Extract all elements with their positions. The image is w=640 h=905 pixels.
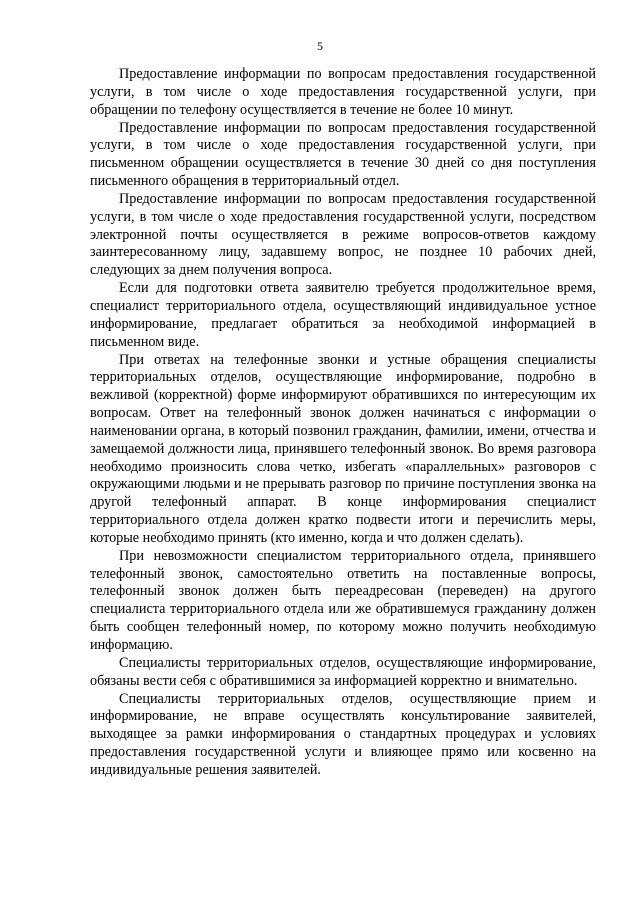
paragraph-consulting-limits: Специалисты территориальных отделов, осуществляющие прием и информирование, не вправе осуществлять консультирование заявителей, выходящее за рамки информирования о стандартных процедурах и условиях предоставления государственной услуги и влияющее прямо или косвенно на индивидуальные решения заявителей. <box>90 690 596 778</box>
document-body <box>90 66 596 780</box>
page-number: 5 <box>317 39 323 53</box>
paragraph-phone-call-rules: При ответах на телефонные звонки и устные обращения специалисты территориальных отделов, осуществляющие информирование, подробно в вежливой (корректной) форме информируют обратившихся по интересующим их вопросам. Ответ на телефонный звонок должен начинаться с информации о наименовании органа, в который позвонил гражданин, фамилии, имени, отчества и замещаемой должности лица, принявшего телефонный звонок. Во время разговора необходимо произносить слова четко, избегать «параллельных» разговоров с окружающими людьми и не прерывать разговор по причине поступления звонка на другой телефонный аппарат. В конце информирования специалист территориального отдела должен кратко подвести итоги и перечислить меры, которые необходимо принять (кто именно, когда и что должен сделать). <box>90 351 596 546</box>
paragraph-call-redirect: При невозможности специалистом территориального отдела, принявшего телефонный звонок, самостоятельно ответить на поставленные вопросы, телефонный звонок должен быть переадресован (переведен) на другого специалиста территориального отдела или же обратившемуся гражданину должен быть сообщен телефонный номер, по которому можно получить необходимую информацию. <box>90 547 596 653</box>
paragraph-phone-info-time: Предоставление информации по вопросам предоставления государственной услуги, в том числе о ходе предоставления государственной услуги, при обращении по телефону осуществляется в течение не более 10 минут. <box>90 66 596 118</box>
paragraph-email-info-time: Предоставление информации по вопросам предоставления государственной услуги, в том числе о ходе предоставления государственной услуги, посредством электронной почты осуществляется в режиме вопросов-ответов каждому заинтересованному лицу, задавшему вопрос, не позднее 10 рабочих дней, следующих за днем получения вопроса. <box>90 190 596 279</box>
paragraph-long-answer: Если для подготовки ответа заявителю требуется продолжительное время, специалист территориального отдела, осуществляющий индивидуальное устное информирование, предлагает обратиться за необходимой информацией в письменном виде. <box>90 280 596 350</box>
paragraph-conduct: Специалисты территориальных отделов, осуществляющие информирование, обязаны вести себя с обратившимися за информацией корректно и внимательно. <box>90 654 596 689</box>
paragraph-written-info-time: Предоставление информации по вопросам предоставления государственной услуги, в том числе о ходе предоставления государственной услуги, при письменном обращении осуществляется в течение 30 дней со дня поступления письменного обращения в территориальный отдел. <box>90 119 596 190</box>
